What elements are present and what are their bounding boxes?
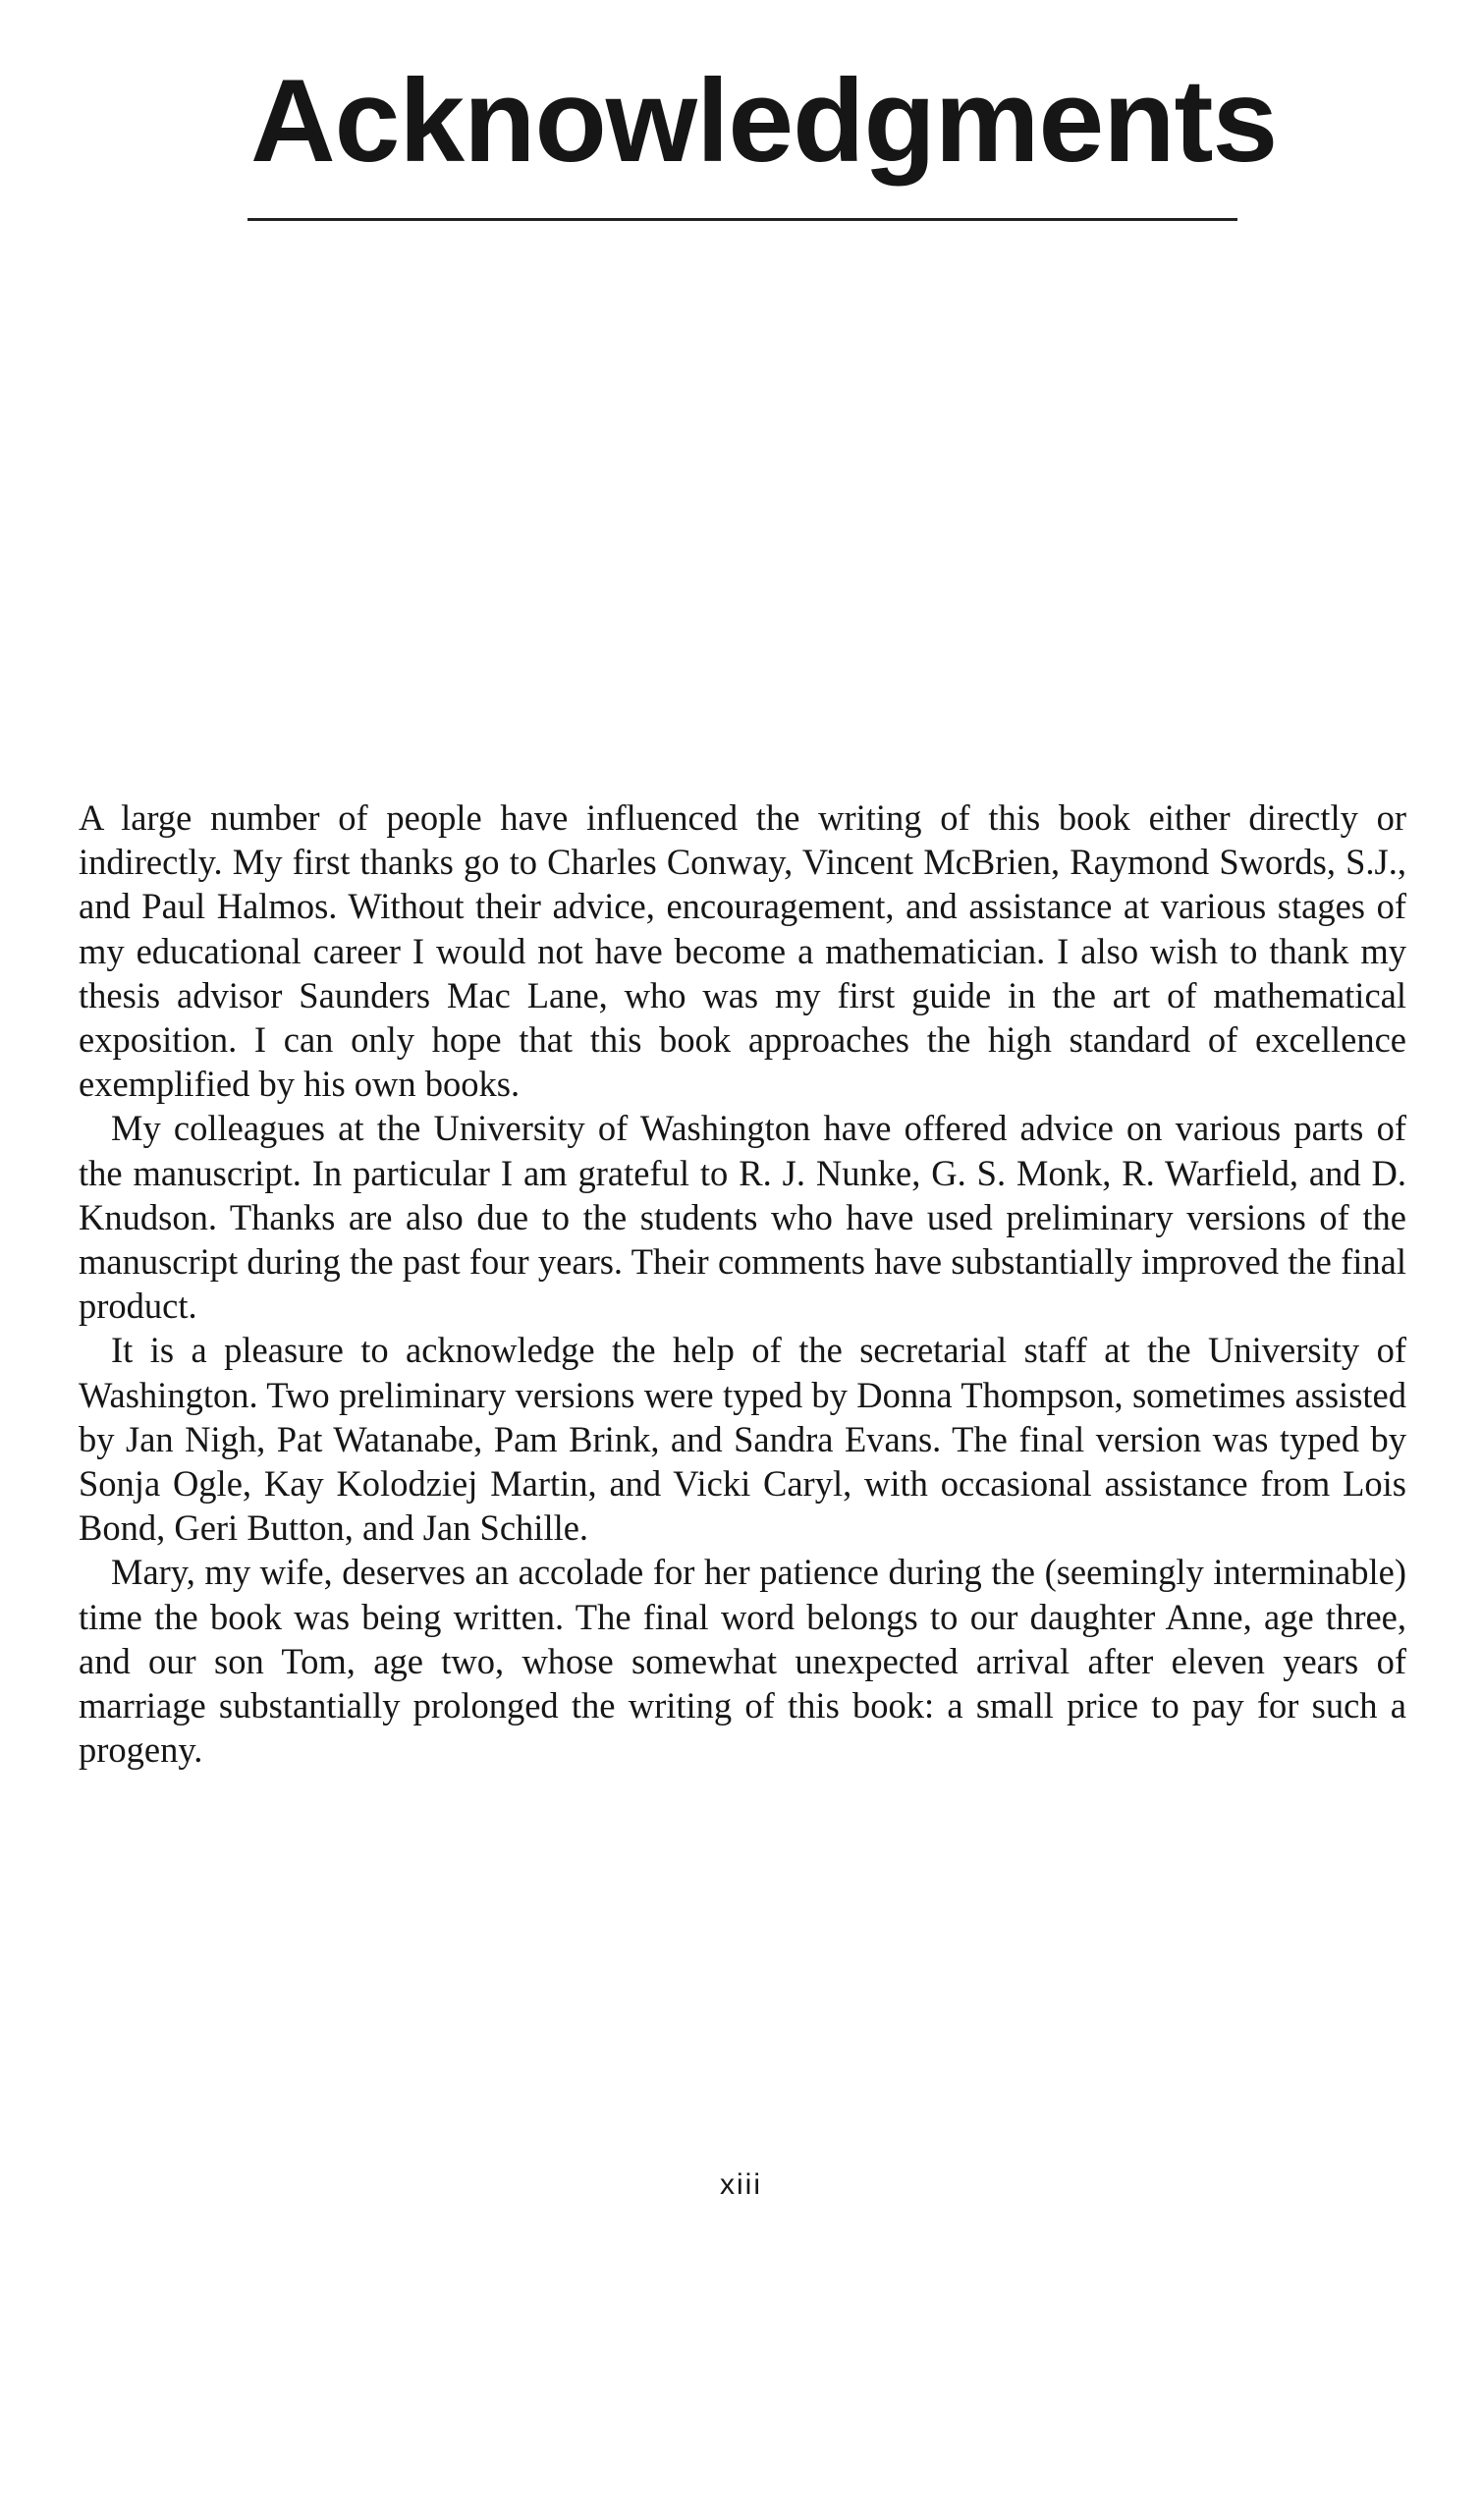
page-number: xiii (720, 2168, 762, 2201)
paragraph-4: Mary, my wife, deserves an accolade for her patience during the (seemingly interminable) time the book was being written. The final word belongs to our daughter Anne, age three, and our son Tom, age two, whose somewhat unexpected arrival after eleven years of marriage substantially prolonged the writing of this book: a small price to pay for such a progeny. (79, 1552, 1406, 1771)
paragraph-1: A large number of people have influenced the writing of this book either directly or indirectly. My first thanks go to Charles Conway, Vincent McBrien, Raymond Swords, S.J., and Paul Halmos. Without their advice, encouragement, and assistance at various stages of my educational career I would not have become a mathematician. I also wish to thank my thesis advisor Saunders Mac Lane, who was my first guide in the art of mathematical exposition. I can only hope that this book approaches the high standard of excellence exemplified by his own books. (79, 797, 1406, 1105)
paragraph-2: My colleagues at the University of Washington have offered advice on various parts of the manuscript. In particular I am grateful to R. J. Nunke, G. S. Monk, R. Warfield, and D. Knudson. Thanks are also due to the students who have used preliminary versions of the manuscript during the past four years. Their comments have substantially improved the final product. (79, 1108, 1406, 1327)
title-rule (247, 218, 1237, 221)
paragraph-3: It is a pleasure to acknowledge the help of the secretarial staff at the University of Washington. Two preliminary versions were typed by Donna Thompson, sometimes assisted by Jan Nigh, Pat Watanabe, Pam Brink, and Sandra Evans. The final version was typed by Sonja Ogle, Kay Kolodziej Martin, and Vicki Caryl, with occasional assistance from Lois Bond, Geri Button, and Jan Schille. (79, 1330, 1406, 1549)
acknowledgments-body (79, 795, 1406, 1772)
page-title: Acknowledgments (250, 55, 1278, 187)
